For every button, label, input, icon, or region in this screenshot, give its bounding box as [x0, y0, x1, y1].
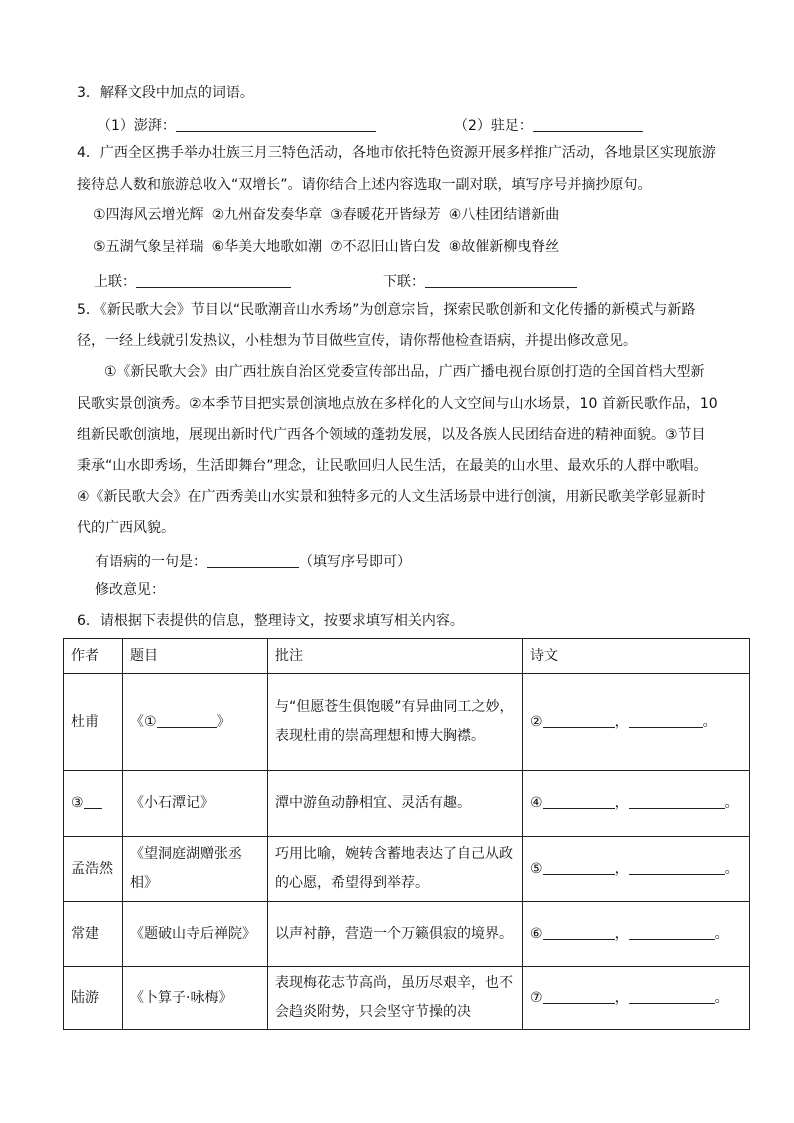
q3-title: 3．解释文段中加点的词语。 [77, 85, 254, 101]
poem-answer-blank-2[interactable] [629, 989, 715, 1004]
row-title: 《题破山寺后禅院》 [123, 902, 268, 967]
q5-answer [95, 552, 411, 569]
row-note [268, 967, 523, 1030]
poem-separator: ， [614, 925, 629, 942]
table-row [64, 771, 750, 837]
q5-answer-hint: （填写序号即可） [299, 554, 411, 570]
q4-options-row2 [93, 240, 567, 254]
table-row [64, 837, 750, 902]
q5-passage-line5: ④《新民歌大会》在广西秀美山水实景和独特多元的人文生活场景中进行创演，用新民歌美学彰显新时 [77, 489, 706, 505]
poem-answer-blank-1[interactable] [543, 925, 615, 940]
q3-item2-answer-blank[interactable] [533, 116, 643, 132]
note-text: 表现梅花志节高尚，虽历尽艰辛，也不会趋炎附势，只会坚守节操的决 [275, 975, 513, 1020]
row-title: 《卜算子·咏梅》 [123, 967, 268, 1030]
q3-item1-answer-blank[interactable] [176, 116, 376, 132]
q5-answer-blank[interactable] [207, 552, 299, 568]
row-author: 常建 [64, 902, 123, 967]
poem-end: 。 [724, 860, 739, 877]
poem-answer-blank-1[interactable] [543, 860, 615, 875]
q5-passage-line6: 代的广西风貌。 [77, 520, 175, 536]
title-open-bracket: 《 [130, 713, 144, 730]
poem-number: ⑦ [530, 989, 543, 1006]
row-note: 以声衬静，营造一个万籁俱寂的境界。 [268, 902, 523, 967]
poem-table [63, 638, 750, 1030]
author-number: ③ [71, 795, 84, 811]
q4-lower-couplet [383, 272, 577, 289]
q4-option-8: ⑧故催新柳曳脊丝 [448, 239, 560, 255]
row-author: 陆游 [64, 967, 123, 1030]
poem-number: ⑤ [530, 860, 543, 877]
q5-title-line2: 径，一经上线就引发热议，小桂想为节目做些宣传，请你帮他检查语病，并提出修改意见。 [77, 333, 637, 349]
table-row [64, 967, 750, 1030]
row-author [64, 771, 123, 837]
poem-separator: ， [614, 795, 629, 811]
poem-answer-blank-1[interactable] [543, 989, 615, 1004]
q4-upper-answer-blank[interactable] [136, 272, 291, 288]
poem-separator: ， [614, 860, 629, 877]
row-poem [523, 967, 750, 1030]
title-answer-blank[interactable] [157, 713, 217, 728]
row-note: 与“但愿苍生俱饱暖”有异曲同工之妙，表现杜甫的崇高理想和博大胸襟。 [268, 674, 523, 771]
q4-title-line1: 4．广西全区携手举办壮族三月三特色活动，各地市依托特色资源开展多样推广活动，各地景区实现旅游 [77, 145, 716, 161]
q5-answer-label: 有语病的一句是： [95, 554, 207, 570]
row-author: 杜甫 [64, 674, 123, 771]
q4-option-4: ④八桂团结谱新曲 [448, 207, 560, 223]
row-poem [523, 902, 750, 967]
q5-title-line1: 5．《新民歌大会》节目以“民歌潮音山水秀场”为创意宗旨，探索民歌创新和文化传播的新模式与新路 [77, 302, 696, 318]
author-answer-blank[interactable] [84, 794, 102, 809]
q4-option-3: ③春暖花开皆绿芳 [330, 207, 441, 223]
poem-end: 。 [702, 713, 717, 730]
row-poem [523, 771, 750, 837]
poem-separator: ， [614, 989, 629, 1006]
q4-options-row1 [93, 208, 567, 222]
row-title: 《望洞庭湖赠张丞相》 [123, 837, 268, 902]
title-number: ① [144, 713, 157, 730]
q4-upper-couplet [94, 272, 291, 289]
q5-passage-line3: 组新民歌创演地，展现出新时代广西各个领域的蓬勃发展，以及各族人民团结奋进的精神面貌。③节目 [77, 427, 706, 443]
q4-option-5: ⑤五湖气象呈祥瑞 [93, 239, 204, 255]
q4-option-7: ⑦不忍旧山皆白发 [330, 239, 441, 255]
title-close-bracket: 》 [216, 713, 231, 730]
q4-option-1: ①四海风云增光辉 [93, 207, 204, 223]
poem-end: 。 [724, 795, 739, 811]
row-note: 潭中游鱼动静相宜、灵活有趣。 [268, 771, 523, 837]
poem-answer-blank-1[interactable] [543, 794, 615, 809]
poem-answer-blank-2[interactable] [629, 794, 725, 809]
row-poem [523, 674, 750, 771]
table-row [64, 902, 750, 967]
poem-answer-blank-1[interactable] [543, 713, 615, 728]
poem-end: 。 [714, 989, 729, 1006]
q4-title-line2: 接待总人数和旅游总收入“双增长”。请你结合上述内容选取一副对联，填写序号并摘抄原句。 [77, 177, 652, 193]
q5-passage-line2: 民歌实景创演秀。②本季节目把实景创演地点放在多样化的人文空间与山水场景，10 首新民歌作品，10 [77, 396, 718, 412]
table-row [64, 674, 750, 771]
q6-title: 6．请根据下表提供的信息，整理诗文，按要求填写相关内容。 [77, 613, 464, 629]
row-title: 《小石潭记》 [123, 771, 268, 837]
q4-option-2: ②九州奋发奏华章 [211, 207, 323, 223]
q3-item2-label: （2）驻足： [454, 118, 533, 134]
header-title: 题目 [123, 639, 268, 674]
header-author: 作者 [64, 639, 123, 674]
row-note: 巧用比喻，婉转含蓄地表达了自己从政的心愿，希望得到举荐。 [268, 837, 523, 902]
q5-passage-line1: ①《新民歌大会》由广西壮族自治区党委宣传部出品，广西广播电视台原创打造的全国首档大型新 [104, 364, 705, 380]
poem-answer-blank-2[interactable] [629, 713, 703, 728]
poem-separator: ， [614, 713, 629, 730]
q4-upper-label: 上联： [94, 274, 136, 290]
poem-number: ⑥ [530, 925, 543, 942]
row-title [123, 674, 268, 771]
poem-answer-blank-2[interactable] [629, 925, 715, 940]
poem-answer-blank-2[interactable] [629, 860, 725, 875]
q5-revise-label: 修改意见： [95, 582, 165, 598]
row-poem [523, 837, 750, 902]
table-header-row [64, 639, 750, 674]
poem-end: 。 [714, 925, 729, 942]
q3-item2 [454, 116, 643, 133]
poem-number: ② [530, 713, 543, 730]
q5-passage-line4: 秉承“山水即秀场，生活即舞台”理念，让民歌回归人民生活，在最美的山水里、最欢乐的人群中歌唱。 [77, 458, 708, 474]
row-author: 孟浩然 [64, 837, 123, 902]
header-note: 批注 [268, 639, 523, 674]
poem-number: ④ [530, 795, 543, 811]
q4-option-6: ⑥华美大地歌如潮 [211, 239, 323, 255]
q4-lower-answer-blank[interactable] [425, 272, 577, 288]
header-poem: 诗文 [523, 639, 750, 674]
q4-lower-label: 下联： [383, 274, 425, 290]
q3-item1-label: （1）澎湃： [97, 118, 176, 134]
q3-item1 [97, 116, 376, 133]
